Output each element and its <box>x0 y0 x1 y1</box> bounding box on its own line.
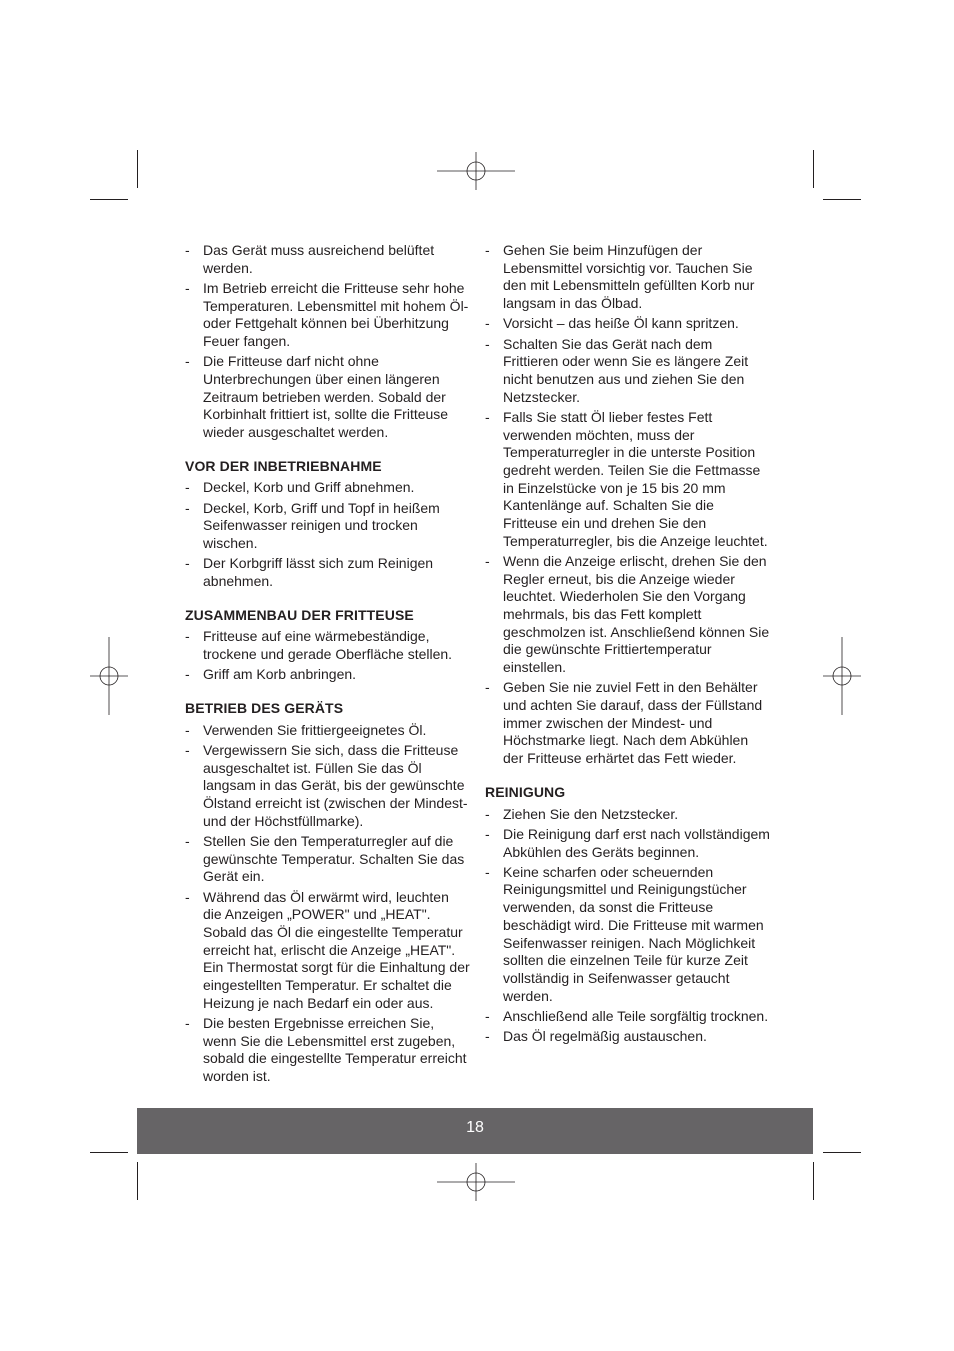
list-item: - Die Reinigung darf erst nach vollständigem Abkühlen des Geräts beginnen. <box>485 826 770 861</box>
crop-mark <box>823 1152 861 1153</box>
page-number: 18 <box>466 1119 484 1136</box>
section-heading: VOR DER INBETRIEBNAHME <box>185 457 382 474</box>
list-item: - Geben Sie nie zuviel Fett in den Behälter und achten Sie darauf, dass der Füllstand immer zwischen der Mindest- und Höchstmarke liegt. Nach dem Abkühlen der Fritteuse erhärtet das Fett wieder. <box>485 679 770 768</box>
list-item: - Stellen Sie den Temperaturregler auf die gewünschte Temperatur. Schalten Sie das Gerät ein. <box>185 833 470 886</box>
list-item: - Deckel, Korb und Griff abnehmen. <box>185 479 470 497</box>
crop-mark <box>813 150 814 188</box>
list-item: - Schalten Sie das Gerät nach dem Frittieren oder wenn Sie es längere Zeit nicht benutzen aus und ziehen Sie den Netzstecker. <box>485 336 770 407</box>
bullet-list <box>185 628 470 684</box>
list-item: - Im Betrieb erreicht die Fritteuse sehr hohe Temperaturen. Lebensmittel mit hohem Öl- oder Fettgehalt können bei Überhitzung Feuer fangen. <box>185 280 470 351</box>
list-item: - Gehen Sie beim Hinzufügen der Lebensmittel vorsichtig vor. Tauchen Sie den mit Lebensmitteln gefüllten Korb nur langsam in das Ölbad. <box>485 242 770 313</box>
bullet-list <box>185 722 470 1086</box>
registration-mark-icon <box>437 1163 515 1201</box>
registration-mark-icon <box>437 152 515 190</box>
crop-mark <box>137 1162 138 1200</box>
list-item: - Fritteuse auf eine wärmebeständige, trockene und gerade Oberfläche stellen. <box>185 628 470 663</box>
bullet-list <box>185 242 470 442</box>
list-item: - Falls Sie statt Öl lieber festes Fett verwenden möchten, muss der Temperaturregler in die unterste Position gedreht werden. Teilen Sie die Fettmasse in Einzelstücke von je 15 bis 20 mm Kantenlänge auf. Schalten Sie die Fritteuse ein und drehen Sie den Temperaturregler, bis die Anzeige leuchtet. <box>485 409 770 551</box>
registration-mark-icon <box>90 637 128 715</box>
list-item: - Ziehen Sie den Netzstecker. <box>485 806 770 824</box>
list-item: - Während das Öl erwärmt wird, leuchten die Anzeigen „POWER" und „HEAT". Sobald das Öl die eingestellte Temperatur erreicht hat, erlischt die Anzeige „HEAT". Ein Thermostat sorgt für die Einhaltung der eingestellten Temperatur. Er schaltet die Heizung je nach Bedarf ein oder aus. <box>185 889 470 1013</box>
list-item: - Griff am Korb anbringen. <box>185 666 470 684</box>
list-item: - Die besten Ergebnisse erreichen Sie, wenn Sie die Lebensmittel erst zugeben, sobald die eingestellte Temperatur erreicht worden ist. <box>185 1015 470 1086</box>
list-item: - Vorsicht – das heiße Öl kann spritzen. <box>485 315 770 333</box>
list-item: - Das Gerät muss ausreichend belüftet werden. <box>185 242 470 277</box>
crop-mark <box>813 1162 814 1200</box>
crop-mark <box>90 199 128 200</box>
registration-mark-icon <box>823 637 861 715</box>
bullet-list <box>485 806 770 1046</box>
list-item: - Das Öl regelmäßig austauschen. <box>485 1028 770 1046</box>
list-item: - Deckel, Korb, Griff und Topf in heißem Seifenwasser reinigen und trocken wischen. <box>185 500 470 553</box>
section-heading: REINIGUNG <box>485 783 566 800</box>
bullet-list <box>185 479 470 590</box>
list-item: - Wenn die Anzeige erlischt, drehen Sie den Regler erneut, bis die Anzeige wieder leuchtet. Wiederholen Sie den Vorgang mehrmals, bis das Fett komplett geschmolzen ist. Anschließend können Sie die gewünschte Frittiertemperatur einstellen. <box>485 553 770 677</box>
right-column <box>485 242 770 1048</box>
section-heading: ZUSAMMENBAU DER FRITTEUSE <box>185 606 414 623</box>
footer-bar <box>137 1108 813 1154</box>
left-column <box>185 242 470 1088</box>
crop-mark <box>90 1152 128 1153</box>
list-item: - Vergewissern Sie sich, dass die Fritteuse ausgeschaltet ist. Füllen Sie das Öl langsam in das Gerät, bis der gewünschte Ölstand erreicht ist (zwischen der Mindest- und der Höchstfüllmarke). <box>185 742 470 831</box>
crop-mark <box>137 150 138 188</box>
bullet-list <box>485 242 770 768</box>
list-item: - Der Korbgriff lässt sich zum Reinigen abnehmen. <box>185 555 470 590</box>
list-item: - Verwenden Sie frittiergeeignetes Öl. <box>185 722 470 740</box>
list-item: - Anschließend alle Teile sorgfältig trocknen. <box>485 1008 770 1026</box>
list-item: - Die Fritteuse darf nicht ohne Unterbrechungen über einen längeren Zeitraum betrieben werden. Sobald der Korbinhalt frittiert ist, sollte die Fritteuse wieder ausgeschaltet werden. <box>185 353 470 442</box>
section-heading: BETRIEB DES GERÄTS <box>185 699 344 716</box>
crop-mark <box>823 199 861 200</box>
list-item: - Keine scharfen oder scheuernden Reinigungsmittel und Reinigungstücher verwenden, da sonst die Fritteuse beschädigt wird. Die Fritteuse mit warmen Seifenwasser reinigen. Nach Möglichkeit sollten die einzelnen Teile für kurze Zeit vollständig in Seifenwasser getaucht werden. <box>485 864 770 1006</box>
